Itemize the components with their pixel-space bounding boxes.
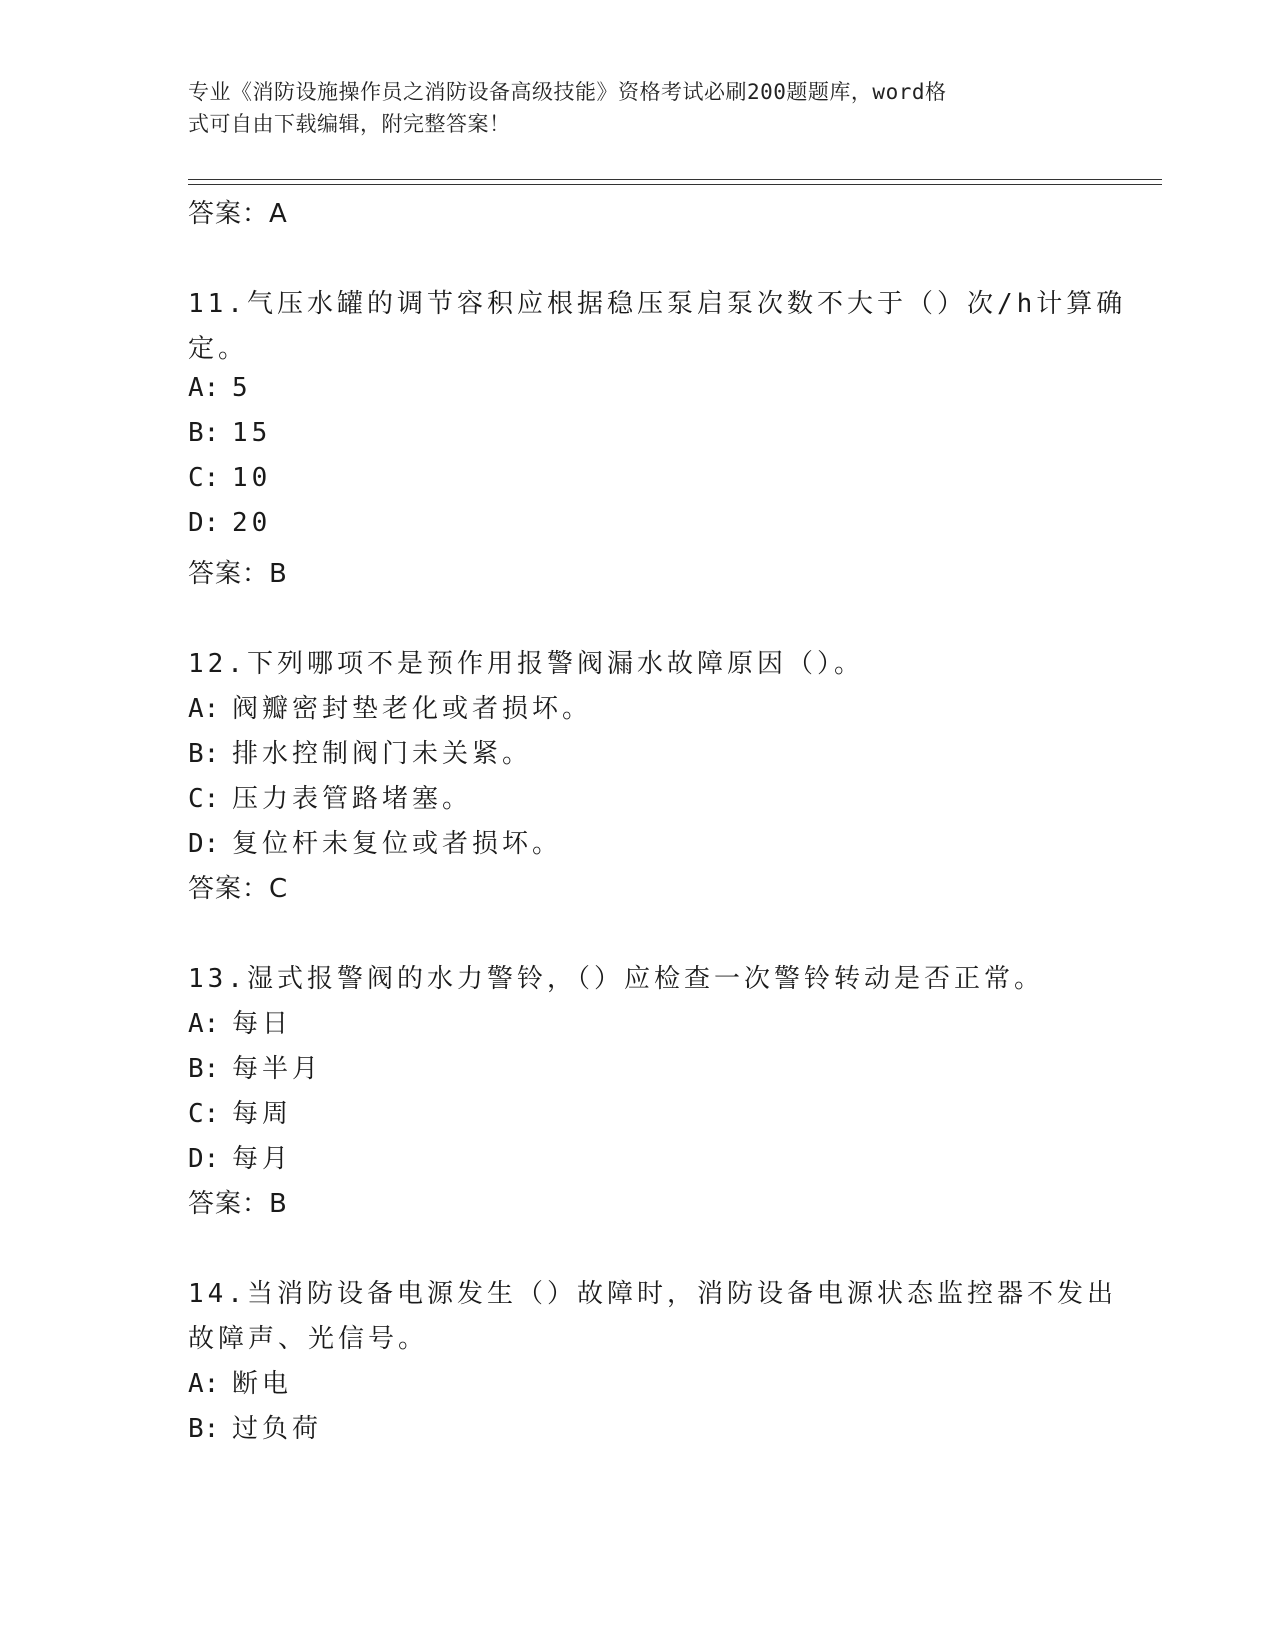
- question-14-option-b: B: 过负荷: [188, 1414, 323, 1444]
- question-13-option-d: D: 每月: [188, 1144, 293, 1174]
- question-13-stem-line-1: 13.湿式报警阀的水力警铃，（）应检查一次警铃转动是否正常。: [188, 964, 1044, 994]
- question-12-option-d: D: 复位杆未复位或者损坏。: [188, 829, 563, 859]
- header-line-1: 专业《消防设施操作员之消防设备高级技能》资格考试必刷200题题库，word格: [188, 80, 947, 104]
- question-11-answer: 答案：B: [188, 559, 288, 589]
- answer-prev: 答案：A: [188, 199, 288, 229]
- question-13-option-a: A: 每日: [188, 1009, 293, 1039]
- question-13-answer: 答案：B: [188, 1189, 288, 1219]
- question-12-answer: 答案：C: [188, 874, 289, 904]
- header-divider-top: [188, 179, 1162, 180]
- question-11-stem-line-1: 11.气压水罐的调节容积应根据稳压泵启泵次数不大于（）次/h计算确: [188, 289, 1127, 319]
- question-13-option-b: B: 每半月: [188, 1054, 323, 1084]
- question-12-option-c: C: 压力表管路堵塞。: [188, 784, 473, 814]
- question-12-option-b: B: 排水控制阀门未关紧。: [188, 739, 533, 769]
- question-12-stem-line-1: 12.下列哪项不是预作用报警阀漏水故障原因（）。: [188, 649, 864, 679]
- question-12-option-a: A: 阀瓣密封垫老化或者损坏。: [188, 694, 593, 724]
- question-11-option-a: A: 5: [188, 373, 252, 403]
- question-11-option-b: B: 15: [188, 418, 272, 448]
- question-11-option-c: C: 10: [188, 463, 272, 493]
- question-14-stem-line-2: 故障声、光信号。: [188, 1324, 429, 1354]
- question-14-stem-line-1: 14.当消防设备电源发生（）故障时，消防设备电源状态监控器不发出: [188, 1279, 1117, 1309]
- header-line-2: 式可自由下载编辑，附完整答案！: [188, 112, 511, 136]
- document-header: [188, 76, 1088, 140]
- question-13-option-c: C: 每周: [188, 1099, 293, 1129]
- question-14-option-a: A: 断电: [188, 1369, 293, 1399]
- header-divider-bottom: [188, 184, 1162, 185]
- question-11-stem-line-2: 定。: [188, 334, 249, 364]
- question-11-option-d: D: 20: [188, 508, 272, 538]
